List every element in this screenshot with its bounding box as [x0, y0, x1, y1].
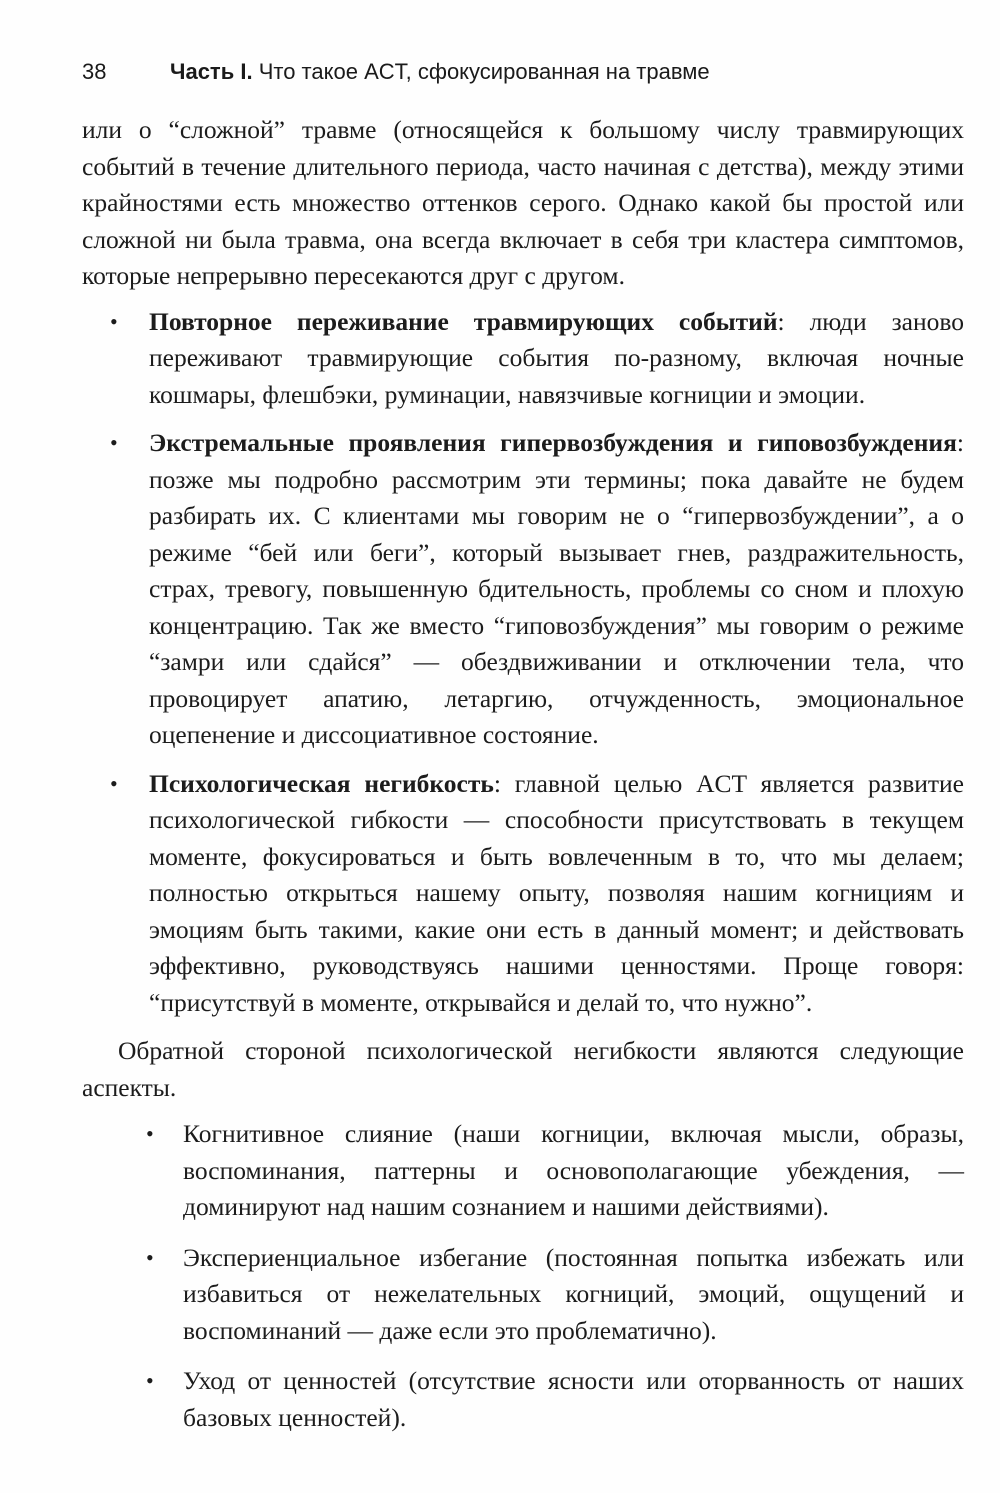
list-item — [82, 425, 964, 754]
bullet-text: Экспериенциальное избегание (постоянная попытка избежать или избавиться от нежелательных когниций, эмоций, ощущений и воспоминаний — даже если это проблематично). — [183, 1242, 964, 1345]
running-head — [82, 57, 962, 87]
list-item — [82, 1116, 964, 1226]
bullet-icon: • — [146, 1368, 154, 1393]
bullet-term: Экстремальные проявления гипервозбуждения и гиповозбуждения — [149, 428, 957, 457]
list-item — [82, 304, 964, 414]
bullet-term: Психологическая негибкость — [149, 768, 494, 798]
list-item — [82, 1240, 964, 1350]
bullet-icon: • — [146, 1244, 154, 1270]
bullet-text: Уход от ценностей (отсутствие ясности или оторванность от наших базовых ценностей). — [183, 1366, 964, 1432]
inflexibility-intro-paragraph: Обратной стороной психологической негибкости являются следующие аспекты. — [82, 1036, 964, 1102]
page-number: 38 — [82, 59, 107, 84]
bullet-text: : позже мы подробно рассмотрим эти термины; пока давайте не будем разбирать их. С клиентами мы говорим не о “гипервозбуждении”, а о режиме “бей или беги”, который вызывает гнев, раздражительность, страх, тревогу, повышенную бдительность, проблемы со сном и плохую концентрацию. Так же вместо “гиповозбуждения” мы говорим о режиме “замри или сдайся” — обездвиживании и отключении тела, что провоцирует апатию, летаргию, отчужденность, эмоциональное оцепенение и диссоциативное состояние. — [149, 428, 964, 749]
list-item — [82, 766, 964, 1022]
bullet-term: Повторное переживание травмирующих событий — [149, 306, 778, 336]
bullet-text: : главной целью ACT является развитие психологической гибкости — способности присутствовать в текущем моменте, фокусироваться и быть вовлеченным в то, что мы делаем; полностью открыться нашему опыту, позволяя нашим когнициям и эмоциям быть такими, какие они есть в данный момент; и действовать эффективно, руководствуясь нашими ценностями. Проще говоря: “присутствуй в моменте, открывайся и делай то, что нужно”. — [149, 768, 964, 1017]
intro-paragraph: или о “сложной” травме (относящейся к большому числу травмирующих событий в течение длительного периода, часто начиная с детства), между этими крайностями есть множество оттенков серого. Однако какой бы простой или сложной ни была травма, она всегда включает в себя три кластера симптомов, которые непрерывно пересекаются друг с другом. — [82, 115, 964, 290]
part-label: Часть I. — [170, 59, 253, 84]
bullet-text: : люди заново переживают травмирующие события по-разному, включая ночные кошмары, флешбэки, руминации, навязчивые когниции и эмоции. — [149, 306, 964, 409]
bullet-icon: • — [110, 770, 118, 796]
list-item — [82, 1363, 964, 1436]
body-text — [82, 112, 964, 1450]
chapter-title: Что такое ACT, сфокусированная на травме — [258, 59, 710, 84]
inflexibility-aspect-list — [82, 1116, 964, 1436]
bullet-icon: • — [110, 308, 118, 334]
bullet-icon: • — [146, 1121, 154, 1146]
bullet-icon: • — [110, 430, 118, 455]
bullet-text: Когнитивное слияние (наши когниции, включая мысли, образы, воспоминания, паттерны и основополагающие убеждения, — доминируют над нашим сознанием и нашими действиями). — [183, 1119, 964, 1221]
symptom-cluster-list — [82, 304, 964, 1022]
